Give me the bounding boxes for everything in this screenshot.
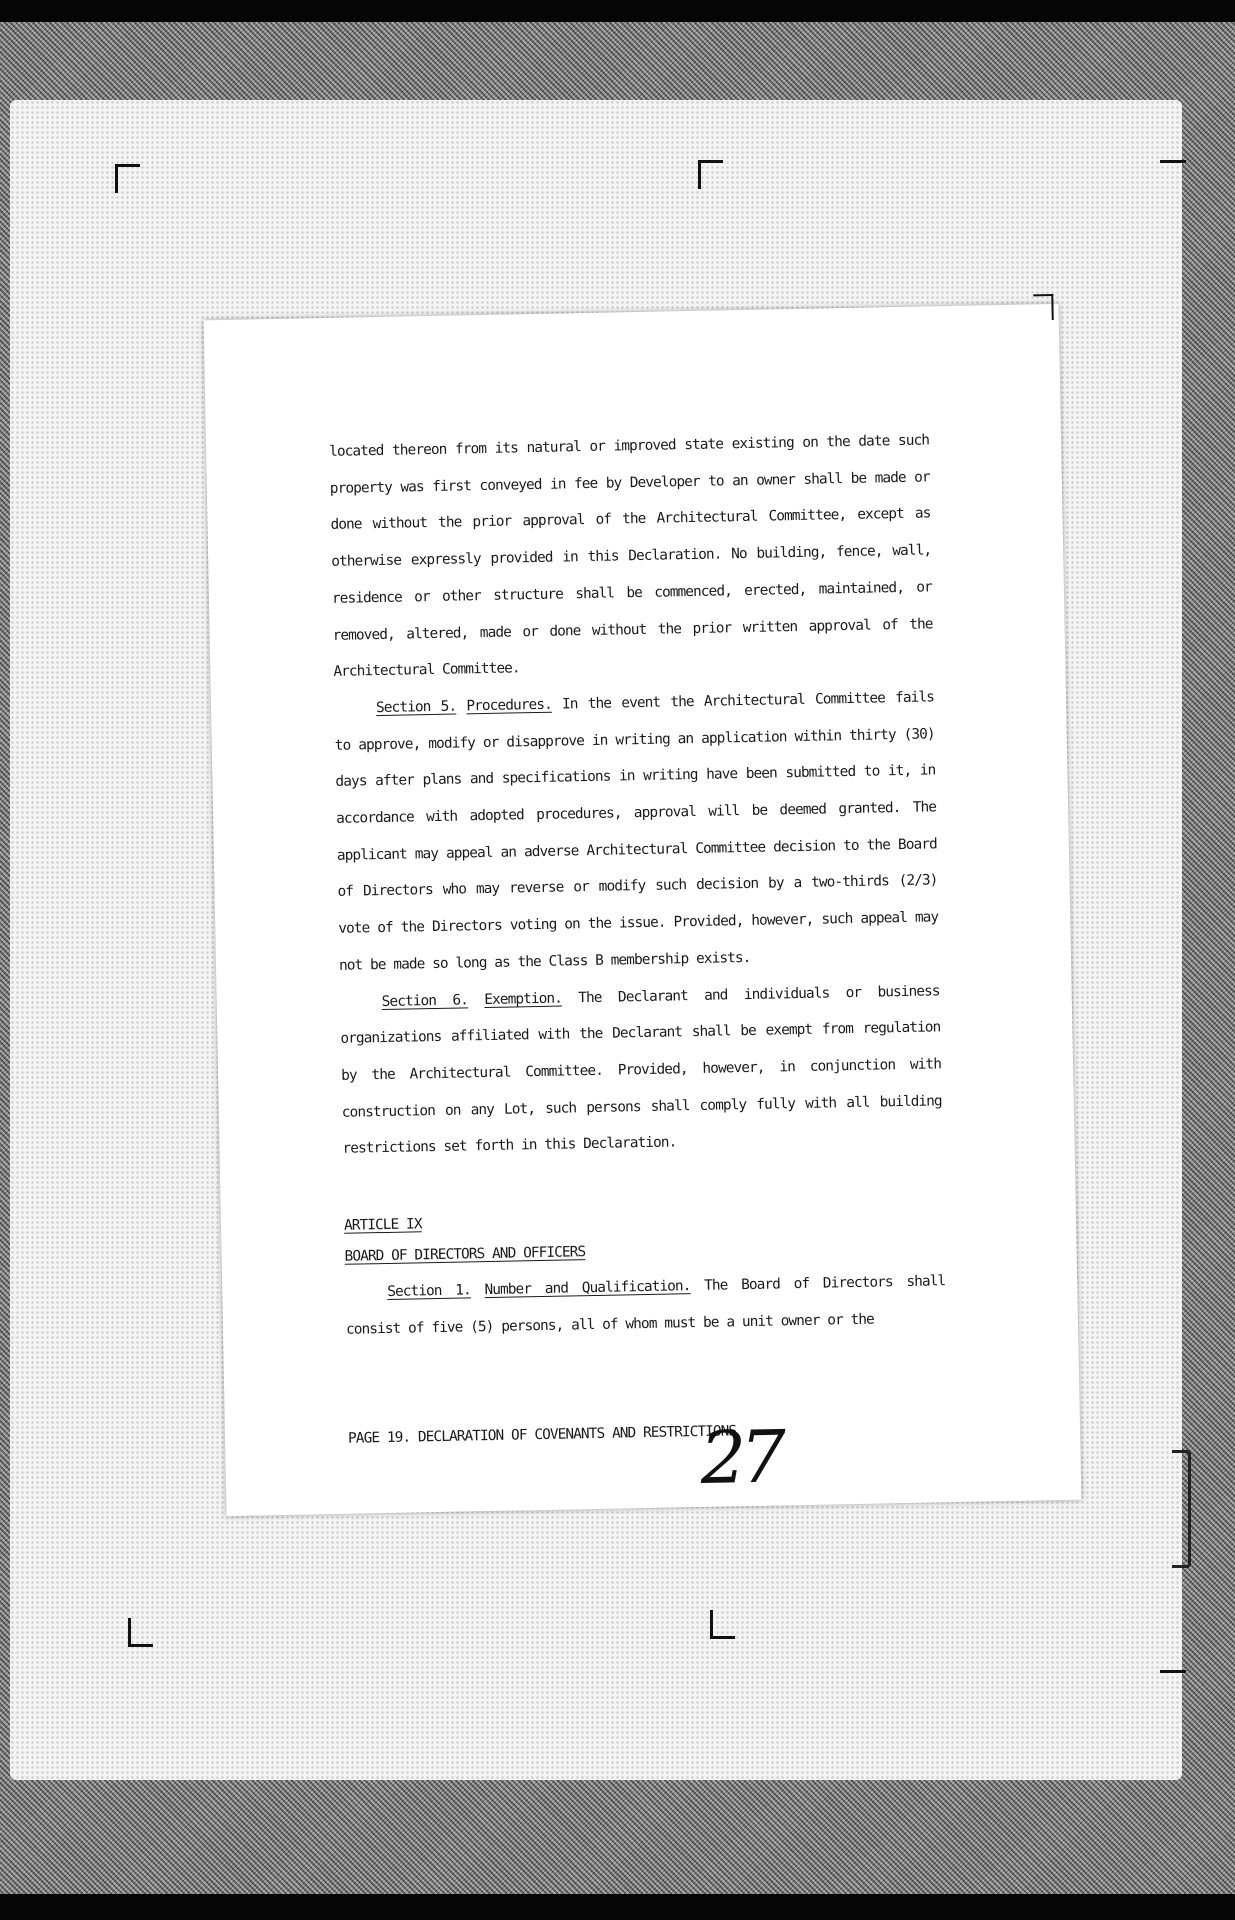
scan-bottom-border	[0, 1894, 1235, 1920]
article-number: ARTICLE IX	[343, 1216, 422, 1234]
binder-clip-mark	[1172, 1450, 1191, 1568]
paragraph-article-9-section-1	[345, 1264, 946, 1349]
section-title: Procedures.	[466, 696, 552, 715]
crop-mark-bottom-center	[710, 1610, 735, 1639]
article-title: BOARD OF DIRECTORS AND OFFICERS	[344, 1243, 586, 1265]
paragraph-text: The Board of Directors shall consist of five (5) persons, all of whom must be a unit owner or the	[345, 1273, 946, 1338]
paragraph-text: In the event the Architectural Committee fails to approve, modify or disapprove in writing an application within thirty (30) days after plans and specifications in writing have been submitted to it, in accordance with adopted procedures, approval will be deemed granted. The applicant may appeal an adverse Architectural Committee decision to the Board of Directors who may reverse or modify such decision by a two-thirds (2/3) vote of the Directors voting on the issue. Provided, however, such appeal may not be made so long as the Class B membership exists.	[334, 689, 939, 974]
scan-top-border	[0, 0, 1235, 22]
paragraph-continuation	[329, 422, 934, 690]
edge-mark-bottom-right	[1160, 1670, 1186, 1673]
paragraph-text: located thereon from its natural or improved state existing on the date such property was first conveyed in fee by Developer to an owner shall be made or done without the prior approval of the Architectural Committee, except as otherwise expressly provided in this Declaration. No building, fence, wall, residence or other structure shall be commenced, erected, maintained, or removed, altered, made or done without the prior written approval of the Architectural Committee.	[328, 432, 933, 681]
crop-mark-top-center	[698, 160, 723, 189]
paragraph-section-5	[334, 679, 940, 984]
section-number: Section 5.	[375, 698, 457, 716]
paragraph-text: The Declarant and individuals or business organizations affiliated with the Declarant shall be exempt from regulation by the Architectural Committee. Provided, however, in conjunction with construction on any Lot, such persons shall comply fully with all building restrictions set forth in this Declaration.	[340, 982, 942, 1158]
document-body	[329, 422, 946, 1348]
handwritten-page-number: 27	[699, 1414, 781, 1500]
section-number: Section 1.	[387, 1282, 472, 1301]
section-title: Exemption.	[484, 990, 563, 1008]
section-number: Section 6.	[381, 991, 469, 1010]
crop-mark-bottom-left	[128, 1618, 153, 1647]
crop-mark-top-left	[115, 164, 140, 193]
page-footer: PAGE 19. DECLARATION OF COVENANTS AND RESTRICTIONS	[347, 1423, 737, 1447]
edge-mark-top-right	[1160, 160, 1186, 163]
paragraph-section-6	[339, 973, 942, 1168]
document-page	[204, 304, 1082, 1516]
crop-mark-page-top-right	[1033, 294, 1053, 320]
section-title: Number and Qualification.	[484, 1278, 691, 1299]
